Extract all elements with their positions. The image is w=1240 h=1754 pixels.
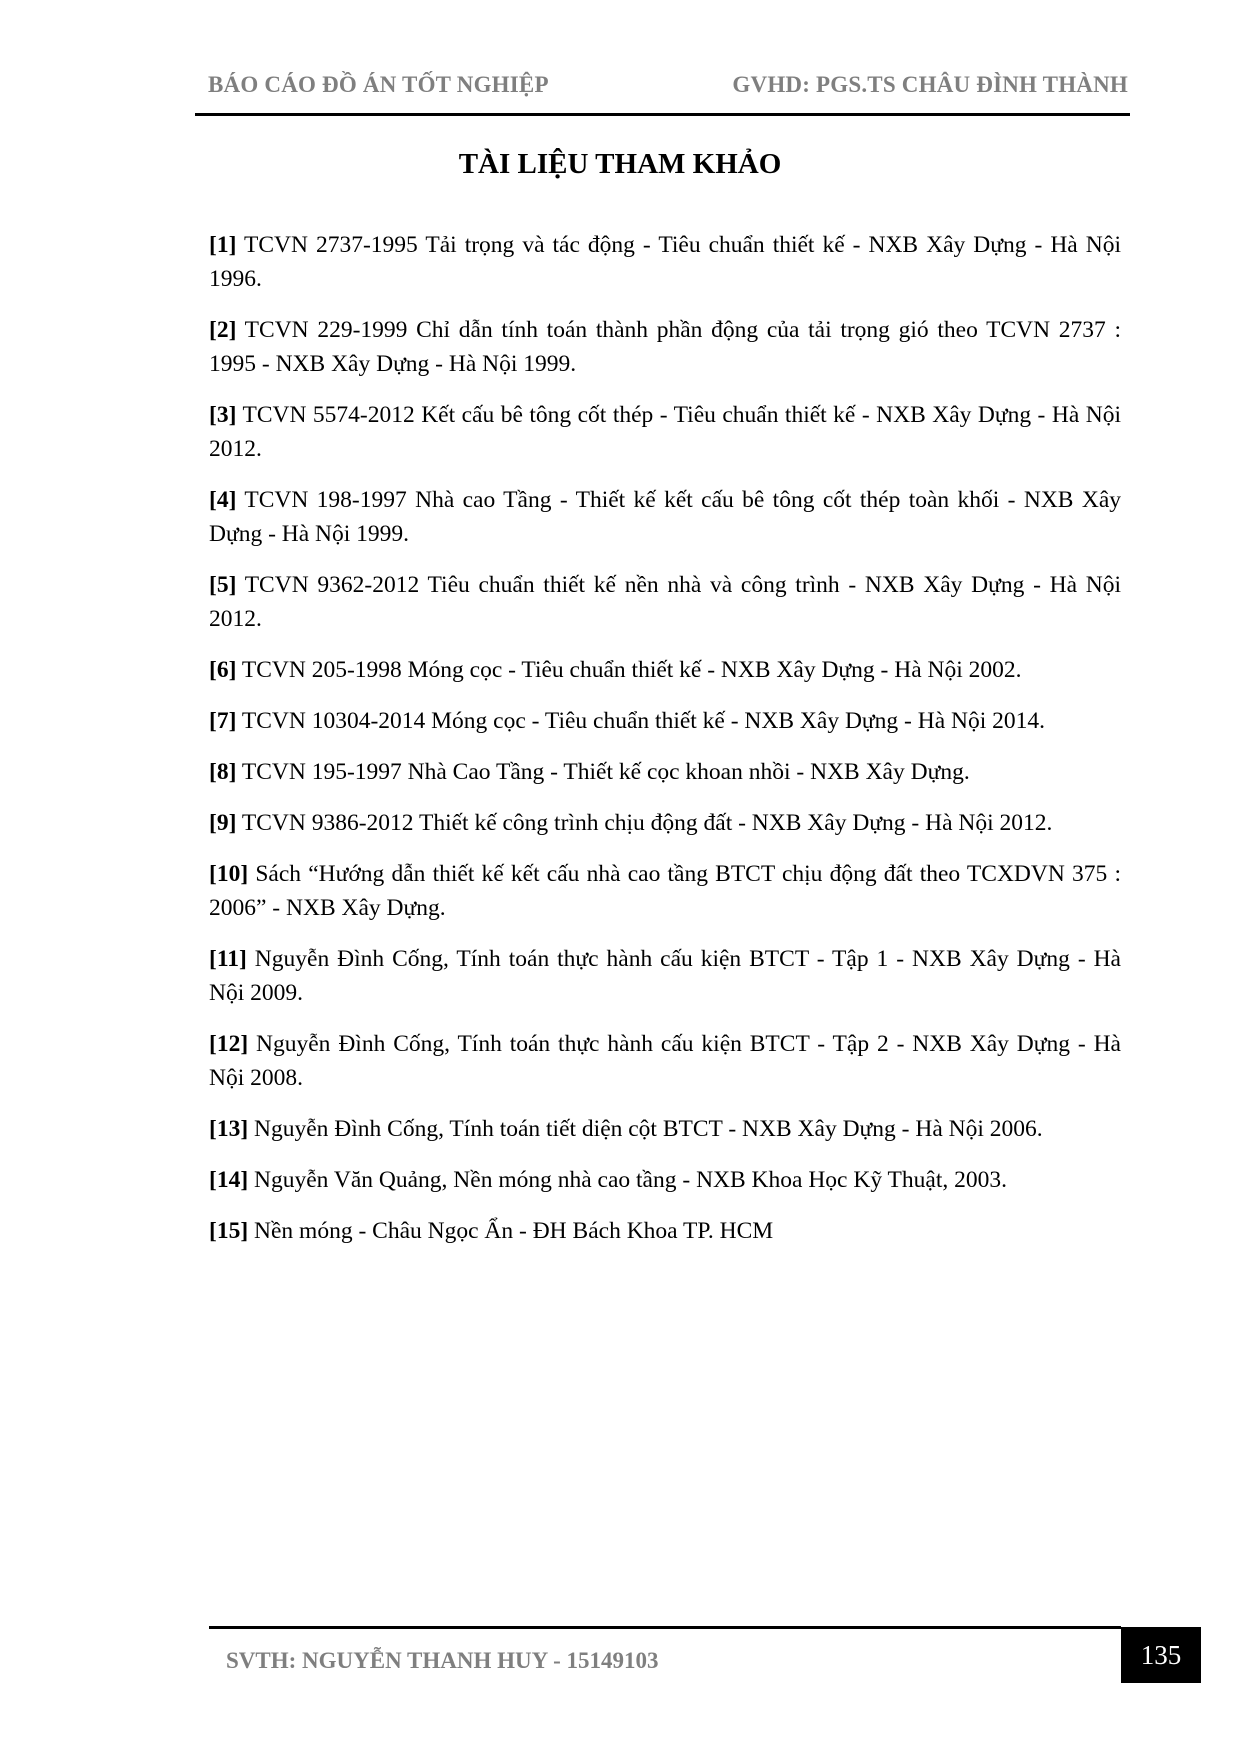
reference-item: [209, 755, 1121, 789]
reference-item: [209, 1214, 1121, 1248]
reference-item: [209, 1163, 1121, 1197]
reference-number: [3]: [209, 402, 237, 428]
reference-text: Nền móng - Châu Ngọc Ẩn - ĐH Bách Khoa TP. HCM: [248, 1218, 774, 1244]
page-number: 135: [1121, 1627, 1201, 1683]
reference-text: TCVN 229-1999 Chỉ dẫn tính toán thành phần động của tải trọng gió theo TCVN 2737 : 1995 - NXB Xây Dựng - Hà Nội 1999.: [209, 317, 1121, 377]
page-title: TÀI LIỆU THAM KHẢO: [458, 148, 782, 180]
reference-text: Nguyễn Văn Quảng, Nền móng nhà cao tầng - NXB Khoa Học Kỹ Thuật, 2003.: [248, 1167, 1007, 1193]
reference-item: [209, 653, 1121, 687]
reference-item: [209, 568, 1121, 636]
reference-item: [209, 942, 1121, 1010]
reference-text: TCVN 205-1998 Móng cọc - Tiêu chuẩn thiết kế - NXB Xây Dựng - Hà Nội 2002.: [236, 657, 1022, 683]
reference-number: [6]: [209, 657, 237, 683]
reference-text: Nguyễn Đình Cống, Tính toán tiết diện cột BTCT - NXB Xây Dựng - Hà Nội 2006.: [248, 1116, 1043, 1142]
reference-text: TCVN 5574-2012 Kết cấu bê tông cốt thép - Tiêu chuẩn thiết kế - NXB Xây Dựng - Hà Nội 2012.: [209, 402, 1121, 462]
reference-number: [10]: [209, 861, 249, 887]
reference-number: [2]: [209, 317, 237, 343]
reference-text: TCVN 195-1997 Nhà Cao Tầng - Thiết kế cọc khoan nhồi - NXB Xây Dựng.: [236, 759, 970, 785]
reference-text: TCVN 2737-1995 Tải trọng và tác động - Tiêu chuẩn thiết kế - NXB Xây Dựng - Hà Nội 1996.: [209, 232, 1121, 292]
reference-text: Nguyễn Đình Cống, Tính toán thực hành cấu kiện BTCT - Tập 2 - NXB Xây Dựng - Hà Nội 2008.: [209, 1031, 1121, 1091]
student-footer: SVTH: NGUYỄN THANH HUY - 15149103: [226, 1648, 659, 1673]
footer-divider: [209, 1626, 1121, 1629]
reference-number: [7]: [209, 708, 237, 734]
page-header: [198, 72, 1128, 102]
reference-number: [11]: [209, 946, 247, 972]
reference-number: [9]: [209, 810, 237, 836]
reference-item: [209, 704, 1121, 738]
reference-text: TCVN 10304-2014 Móng cọc - Tiêu chuẩn thiết kế - NXB Xây Dựng - Hà Nội 2014.: [236, 708, 1046, 734]
reference-item: [209, 806, 1121, 840]
reference-number: [1]: [209, 232, 237, 258]
reference-number: [13]: [209, 1116, 249, 1142]
reference-text: TCVN 9386-2012 Thiết kế công trình chịu động đất - NXB Xây Dựng - Hà Nội 2012.: [236, 810, 1053, 836]
reference-number: [4]: [209, 487, 237, 513]
reference-item: [209, 1027, 1121, 1095]
reference-number: [5]: [209, 572, 237, 598]
reference-number: [8]: [209, 759, 237, 785]
reference-number: [12]: [209, 1031, 249, 1057]
reference-text: TCVN 198-1997 Nhà cao Tầng - Thiết kế kết cấu bê tông cốt thép toàn khối - NXB Xây Dựng - Hà Nội 1999.: [209, 487, 1121, 547]
reference-text: TCVN 9362-2012 Tiêu chuẩn thiết kế nền nhà và công trình - NXB Xây Dựng - Hà Nội 2012.: [209, 572, 1121, 632]
reference-text: Nguyễn Đình Cống, Tính toán thực hành cấu kiện BTCT - Tập 1 - NXB Xây Dựng - Hà Nội 2009.: [209, 946, 1121, 1006]
reference-list: [209, 228, 1121, 1265]
header-divider: [195, 113, 1130, 116]
reference-number: [14]: [209, 1167, 249, 1193]
reference-item: [209, 483, 1121, 551]
report-title-header: BÁO CÁO ĐỒ ÁN TỐT NGHIỆP: [208, 72, 549, 97]
reference-number: [15]: [209, 1218, 249, 1244]
reference-item: [209, 1112, 1121, 1146]
reference-item: [209, 857, 1121, 925]
supervisor-header: GVHD: PGS.TS CHÂU ĐÌNH THÀNH: [732, 72, 1128, 97]
reference-item: [209, 313, 1121, 381]
reference-text: Sách “Hướng dẫn thiết kế kết cấu nhà cao tầng BTCT chịu động đất theo TCXDVN 375 : 2006” - NXB Xây Dựng.: [209, 861, 1121, 921]
reference-item: [209, 398, 1121, 466]
reference-item: [209, 228, 1121, 296]
